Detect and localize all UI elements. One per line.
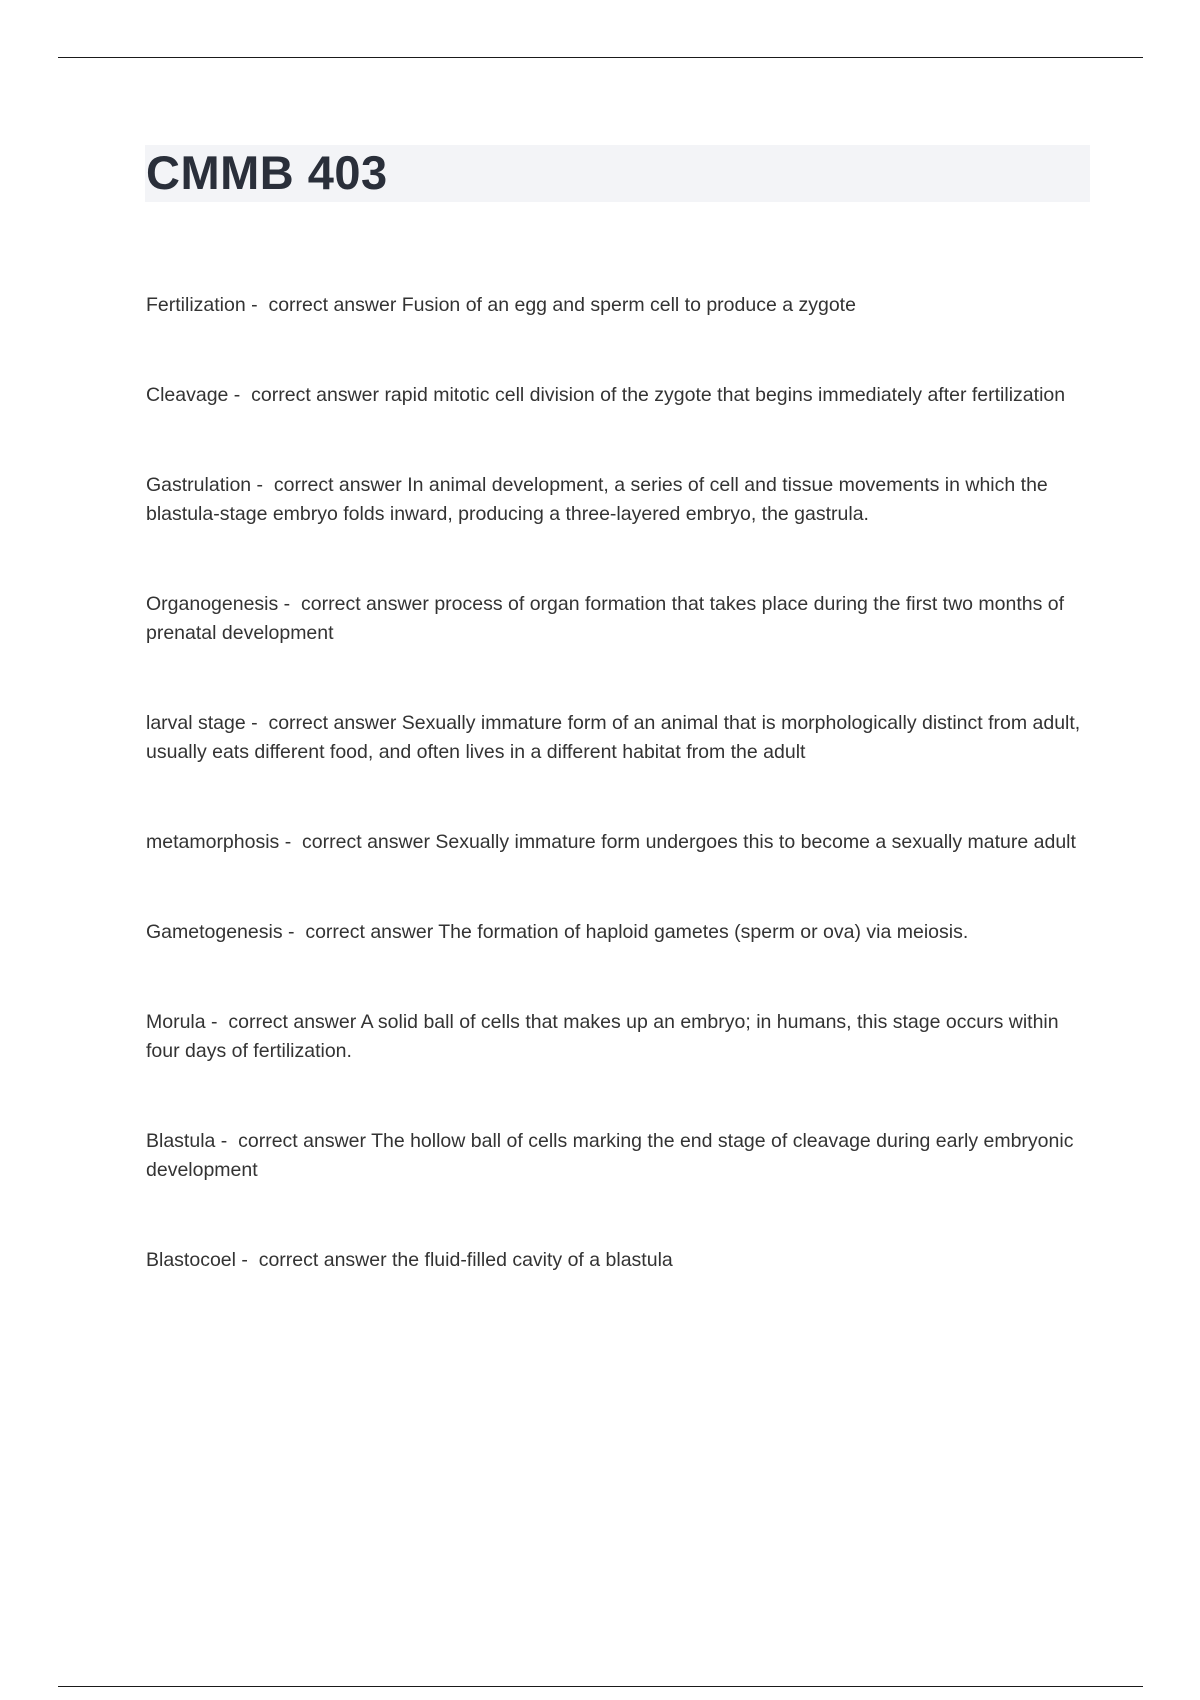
flashcard-entry — [146, 1008, 1096, 1066]
entry-definition: A solid ball of cells that makes up an embryo; in humans, this stage occurs within four days of fertilization. — [146, 1011, 1059, 1062]
entry-definition: In animal development, a series of cell and tissue movements in which the blastula-stage embryo folds inward, producing a three-layered embryo, the gastrula. — [146, 474, 1048, 525]
header-rule — [58, 57, 1143, 58]
entry-separator: - correct answer — [282, 921, 439, 943]
entry-definition: rapid mitotic cell division of the zygote that begins immediately after fertilization — [384, 384, 1066, 406]
entry-definition: The formation of haploid gametes (sperm or ova) via meiosis. — [438, 921, 969, 943]
entry-term: Cleavage — [146, 384, 229, 406]
flashcard-entry — [146, 918, 1096, 947]
entry-separator: - correct answer — [245, 712, 402, 734]
entry-term: Blastula — [146, 1130, 216, 1152]
entry-term: Morula — [146, 1011, 206, 1033]
entry-separator: - correct answer — [279, 831, 436, 853]
entry-separator: - correct answer — [205, 1011, 361, 1033]
flashcard-entry — [146, 471, 1096, 529]
document-title: CMMB 403 — [146, 146, 388, 199]
entry-term: Blastocoel — [146, 1249, 236, 1271]
entry-term: Gametogenesis — [146, 921, 283, 943]
entry-term: Gastrulation — [146, 474, 252, 496]
entry-definition: Fusion of an egg and sperm cell to produce a zygote — [401, 294, 856, 316]
footer-rule — [58, 1686, 1143, 1687]
flashcard-entry — [146, 590, 1096, 648]
entry-definition: the fluid-filled cavity of a blastula — [392, 1249, 673, 1271]
flashcard-entry — [146, 828, 1096, 857]
entry-term: metamorphosis — [146, 831, 280, 853]
flashcard-entry — [146, 1246, 1096, 1275]
entry-separator: - correct answer — [251, 474, 408, 496]
flashcard-entry — [146, 709, 1096, 767]
entry-definition: The hollow ball of cells marking the end stage of cleavage during early embryonic development — [146, 1130, 1074, 1181]
flashcard-entry — [146, 381, 1096, 410]
entry-definition: Sexually immature form undergoes this to become a sexually mature adult — [435, 831, 1076, 853]
entry-separator: - correct answer — [245, 294, 402, 316]
entry-definition: process of organ formation that takes place during the first two months of prenatal development — [146, 593, 1065, 644]
flashcard-entry — [146, 291, 1096, 320]
entry-separator: - correct answer — [228, 384, 385, 406]
entry-term: Fertilization — [146, 294, 246, 316]
entry-separator: - correct answer — [235, 1249, 393, 1271]
entry-separator: - correct answer — [215, 1130, 372, 1152]
entry-definition: Sexually immature form of an animal that is morphologically distinct from adult, usually eats different food, and often lives in a different habitat from the adult — [146, 712, 1081, 763]
flashcard-entry — [146, 1127, 1096, 1185]
entry-term: Organogenesis — [146, 593, 279, 615]
entry-separator: - correct answer — [278, 593, 435, 615]
entry-term: larval stage — [146, 712, 246, 734]
flashcard-list — [146, 291, 1096, 1336]
